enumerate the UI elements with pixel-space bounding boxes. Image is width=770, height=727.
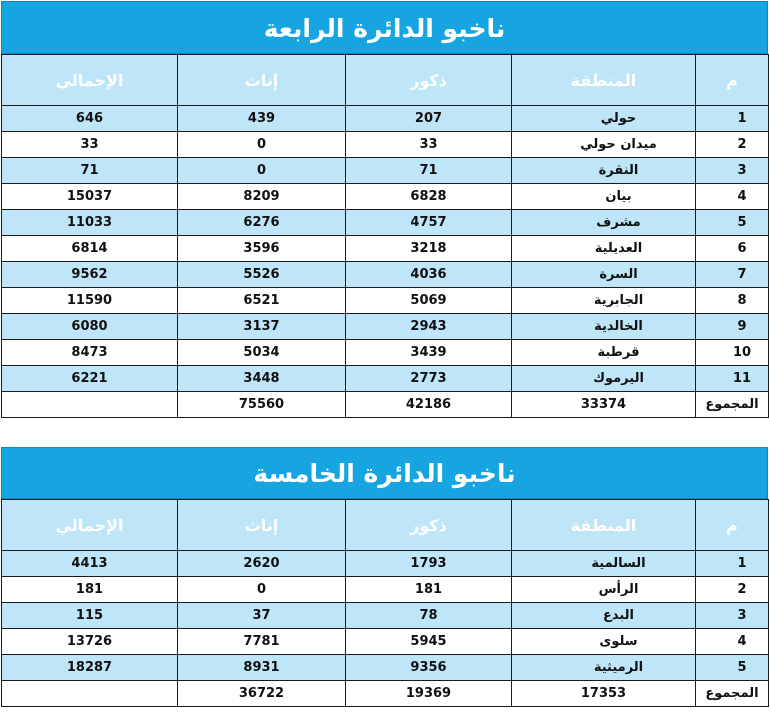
males-cell: 6828: [346, 184, 512, 210]
region-cell: الخالدية: [512, 314, 696, 340]
header-males: ذكور: [346, 55, 512, 106]
index-cell: 2: [696, 132, 769, 158]
sum-cell: 36722: [178, 681, 346, 707]
total-cell: 33: [2, 132, 178, 158]
sum-row: [2, 681, 769, 707]
females-cell: 3137: [178, 314, 346, 340]
total-cell: 4413: [2, 551, 178, 577]
males-cell: 181: [346, 577, 512, 603]
males-cell: 78: [346, 603, 512, 629]
males-cell: 4036: [346, 262, 512, 288]
header-index: م: [696, 55, 769, 106]
header-index: م: [696, 500, 769, 551]
females-cell: 5526: [178, 262, 346, 288]
females-cell: 5034: [178, 340, 346, 366]
females-cell: 0: [178, 577, 346, 603]
sum-cell: [2, 681, 178, 707]
sum-row: [2, 392, 769, 418]
males-cell: 5945: [346, 629, 512, 655]
males-cell: 71: [346, 158, 512, 184]
total-cell: 13726: [2, 629, 178, 655]
females-cell: 0: [178, 158, 346, 184]
region-cell: مشرف: [512, 210, 696, 236]
total-cell: 6814: [2, 236, 178, 262]
sum-cell: 42186: [346, 392, 512, 418]
index-cell: 10: [696, 340, 769, 366]
table-fourth-district: [1, 1, 768, 418]
index-cell: 5: [696, 210, 769, 236]
table-row: [2, 106, 769, 132]
table-row: [2, 629, 769, 655]
table-row: [2, 577, 769, 603]
table-row: [2, 603, 769, 629]
index-cell: 3: [696, 158, 769, 184]
females-cell: 8209: [178, 184, 346, 210]
males-cell: 3439: [346, 340, 512, 366]
males-cell: 207: [346, 106, 512, 132]
index-cell: 7: [696, 262, 769, 288]
index-cell: 6: [696, 236, 769, 262]
total-cell: 18287: [2, 655, 178, 681]
females-cell: 7781: [178, 629, 346, 655]
females-cell: 6521: [178, 288, 346, 314]
region-cell: سلوى: [512, 629, 696, 655]
females-cell: 2620: [178, 551, 346, 577]
males-cell: 4757: [346, 210, 512, 236]
header-region: المنطقة: [512, 55, 696, 106]
index-cell: 4: [696, 184, 769, 210]
total-cell: 11033: [2, 210, 178, 236]
sum-cell: 33374: [512, 392, 696, 418]
males-cell: 3218: [346, 236, 512, 262]
header-region: المنطقة: [512, 500, 696, 551]
index-cell: 8: [696, 288, 769, 314]
region-cell: البدع: [512, 603, 696, 629]
region-cell: بيان: [512, 184, 696, 210]
table-row: [2, 288, 769, 314]
header-total: الإجمالي: [2, 55, 178, 106]
table-row: [2, 655, 769, 681]
region-cell: قرطبة: [512, 340, 696, 366]
total-cell: 8473: [2, 340, 178, 366]
table-row: [2, 366, 769, 392]
region-cell: السرة: [512, 262, 696, 288]
region-cell: الجابرية: [512, 288, 696, 314]
region-cell: النقرة: [512, 158, 696, 184]
females-cell: 3596: [178, 236, 346, 262]
index-cell: 5: [696, 655, 769, 681]
sum-cell: 17353: [512, 681, 696, 707]
index-cell: 1: [696, 106, 769, 132]
voters-table: [1, 499, 769, 707]
males-cell: 33: [346, 132, 512, 158]
table-row: [2, 158, 769, 184]
sum-cell: [2, 392, 178, 418]
females-cell: 3448: [178, 366, 346, 392]
total-cell: 646: [2, 106, 178, 132]
table-row: [2, 210, 769, 236]
table-row: [2, 262, 769, 288]
table-row: [2, 236, 769, 262]
total-cell: 71: [2, 158, 178, 184]
region-cell: ميدان حولي: [512, 132, 696, 158]
table-row: [2, 551, 769, 577]
table-row: [2, 132, 769, 158]
table-title: ناخبو الدائرة الخامسة: [1, 447, 768, 499]
total-cell: 6080: [2, 314, 178, 340]
males-cell: 9356: [346, 655, 512, 681]
females-cell: 439: [178, 106, 346, 132]
header-males: ذكور: [346, 500, 512, 551]
header-total: الإجمالي: [2, 500, 178, 551]
region-cell: الرميثية: [512, 655, 696, 681]
region-cell: السالمية: [512, 551, 696, 577]
table-fifth-district: [1, 447, 768, 707]
total-cell: 9562: [2, 262, 178, 288]
sum-cell: 75560: [178, 392, 346, 418]
sum-label: المجموع: [696, 392, 769, 418]
table-row: [2, 314, 769, 340]
total-cell: 6221: [2, 366, 178, 392]
index-cell: 2: [696, 577, 769, 603]
table-row: [2, 184, 769, 210]
females-cell: 6276: [178, 210, 346, 236]
females-cell: 0: [178, 132, 346, 158]
males-cell: 1793: [346, 551, 512, 577]
index-cell: 11: [696, 366, 769, 392]
region-cell: الرأس: [512, 577, 696, 603]
females-cell: 8931: [178, 655, 346, 681]
total-cell: 181: [2, 577, 178, 603]
header-females: إناث: [178, 55, 346, 106]
males-cell: 2943: [346, 314, 512, 340]
table-title: ناخبو الدائرة الرابعة: [1, 1, 768, 54]
females-cell: 37: [178, 603, 346, 629]
total-cell: 115: [2, 603, 178, 629]
index-cell: 1: [696, 551, 769, 577]
header-females: إناث: [178, 500, 346, 551]
total-cell: 15037: [2, 184, 178, 210]
region-cell: حولي: [512, 106, 696, 132]
sum-cell: 19369: [346, 681, 512, 707]
table-row: [2, 340, 769, 366]
males-cell: 5069: [346, 288, 512, 314]
region-cell: العديلية: [512, 236, 696, 262]
region-cell: اليرموك: [512, 366, 696, 392]
index-cell: 4: [696, 629, 769, 655]
total-cell: 11590: [2, 288, 178, 314]
males-cell: 2773: [346, 366, 512, 392]
voters-table: [1, 54, 769, 418]
index-cell: 3: [696, 603, 769, 629]
sum-label: المجموع: [696, 681, 769, 707]
index-cell: 9: [696, 314, 769, 340]
